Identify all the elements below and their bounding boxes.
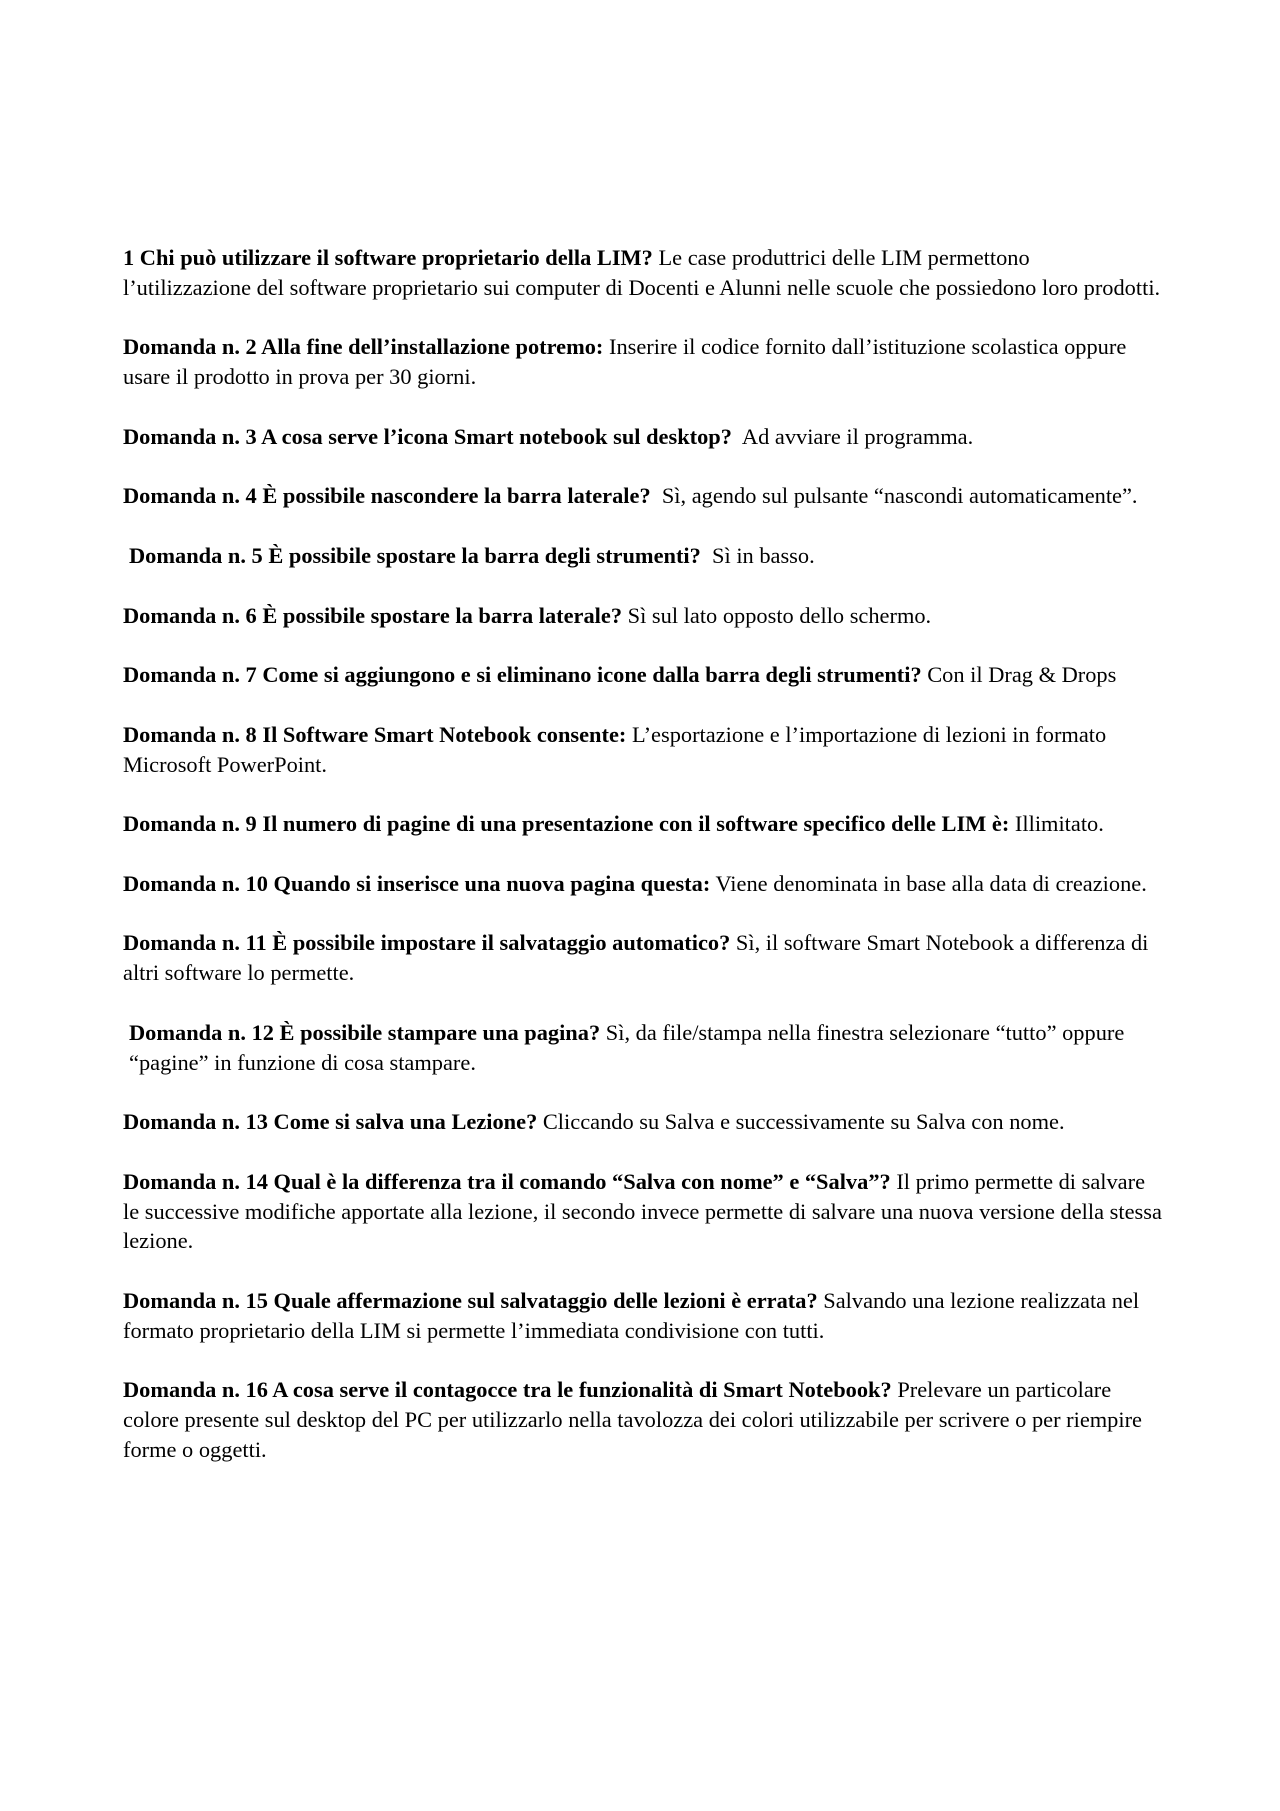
question-text: Domanda n. 8 Il Software Smart Notebook consente: [123,721,627,747]
answer-text: Prelevare un particolare colore presente sul desktop del PC per utilizzarlo nella tavolozza dei colori utilizzabile per scrivere o per riempire forme o oggetti. [123,1377,1142,1462]
answer-text: L’esportazione e l’importazione di lezioni in formato Microsoft PowerPoint. [123,721,1107,777]
answer-text: Le case produttrici delle LIM permettono l’utilizzazione del software proprietario sui computer di Docenti e Alunni nelle scuole che possiedono loro prodotti. [123,245,1161,300]
qa-item-9 [123,809,1163,839]
question-text: Domanda n. 12 È possibile stampare una pagina? [129,1019,601,1045]
qa-item-3 [123,422,1163,452]
question-text: Domanda n. 9 Il numero di pagine di una presentazione con il software specifico delle LIM è: [123,811,1010,837]
qa-item-4 [123,481,1163,511]
answer-text: Sì sul lato opposto dello schermo. [627,602,932,628]
question-text: Domanda n. 4 È possibile nascondere la barra laterale? [123,483,651,509]
question-text: Domanda n. 13 Come si salva una Lezione? [123,1109,538,1135]
qa-item-10 [123,869,1163,899]
answer-text: Sì in basso. [712,542,815,568]
qa-item-16 [123,1375,1163,1464]
answer-text: Sì, il software Smart Notebook a differenza di altri software lo permette. [123,930,1149,986]
question-text: Domanda n. 16 A cosa serve il contagocce tra le funzionalità di Smart Notebook? [123,1377,892,1403]
qa-item-6 [123,601,1163,631]
answer-text: Con il Drag & Drops [927,662,1117,688]
question-text: Domanda n. 6 È possibile spostare la barra laterale? [123,602,623,628]
question-text: Domanda n. 10 Quando si inserisce una nuova pagina questa: [123,870,711,896]
question-text: Domanda n. 7 Come si aggiungono e si eliminano icone dalla barra degli strumenti? [123,662,922,688]
qa-item-14 [123,1167,1163,1256]
qa-item-11 [123,928,1163,988]
answer-text: Salvando una lezione realizzata nel formato proprietario della LIM si permette l’immediata condivisione con tutti. [123,1287,1140,1343]
answer-text: Sì, agendo sul pulsante “nascondi automaticamente”. [661,483,1138,509]
qa-item-8 [123,720,1163,780]
question-text: Domanda n. 5 È possibile spostare la barra degli strumenti? [129,542,701,568]
document-page [123,243,1163,1494]
qa-item-12 [123,1018,1163,1078]
answer-text: Inserire il codice fornito dall’istituzione scolastica oppure usare il prodotto in prova per 30 giorni. [123,334,1127,390]
question-text: Domanda n. 14 Qual è la differenza tra il comando “Salva con nome” e “Salva”? [123,1168,891,1194]
qa-item-15 [123,1286,1163,1346]
qa-item-5 [123,541,1163,571]
answer-text: Sì, da file/stampa nella finestra selezionare “tutto” oppure “pagine” in funzione di cosa stampare. [129,1019,1125,1075]
qa-item-7 [123,660,1163,690]
answer-text: Ad avviare il programma. [741,423,974,449]
qa-item-1 [123,243,1163,303]
answer-text: Illimitato. [1014,811,1104,837]
question-text: 1 Chi può utilizzare il software proprietario della LIM? [123,245,653,270]
answer-text: Viene denominata in base alla data di creazione. [715,870,1147,896]
separator [732,424,742,449]
question-text: Domanda n. 11 È possibile impostare il salvataggio automatico? [123,930,731,956]
question-text: Domanda n. 3 A cosa serve l’icona Smart notebook sul desktop? [123,423,732,449]
separator [651,483,662,508]
answer-text: Cliccando su Salva e successivamente su Salva con nome. [542,1109,1065,1135]
answer-text: Il primo permette di salvare le successive modifiche apportate alla lezione, il secondo invece permette di salvare una nuova versione della stessa lezione. [123,1168,1162,1254]
qa-item-2 [123,332,1163,392]
question-text: Domanda n. 2 Alla fine dell’installazione potremo: [123,334,604,360]
qa-item-13 [123,1107,1163,1137]
question-text: Domanda n. 15 Quale affermazione sul salvataggio delle lezioni è errata? [123,1287,818,1313]
separator [701,543,712,568]
